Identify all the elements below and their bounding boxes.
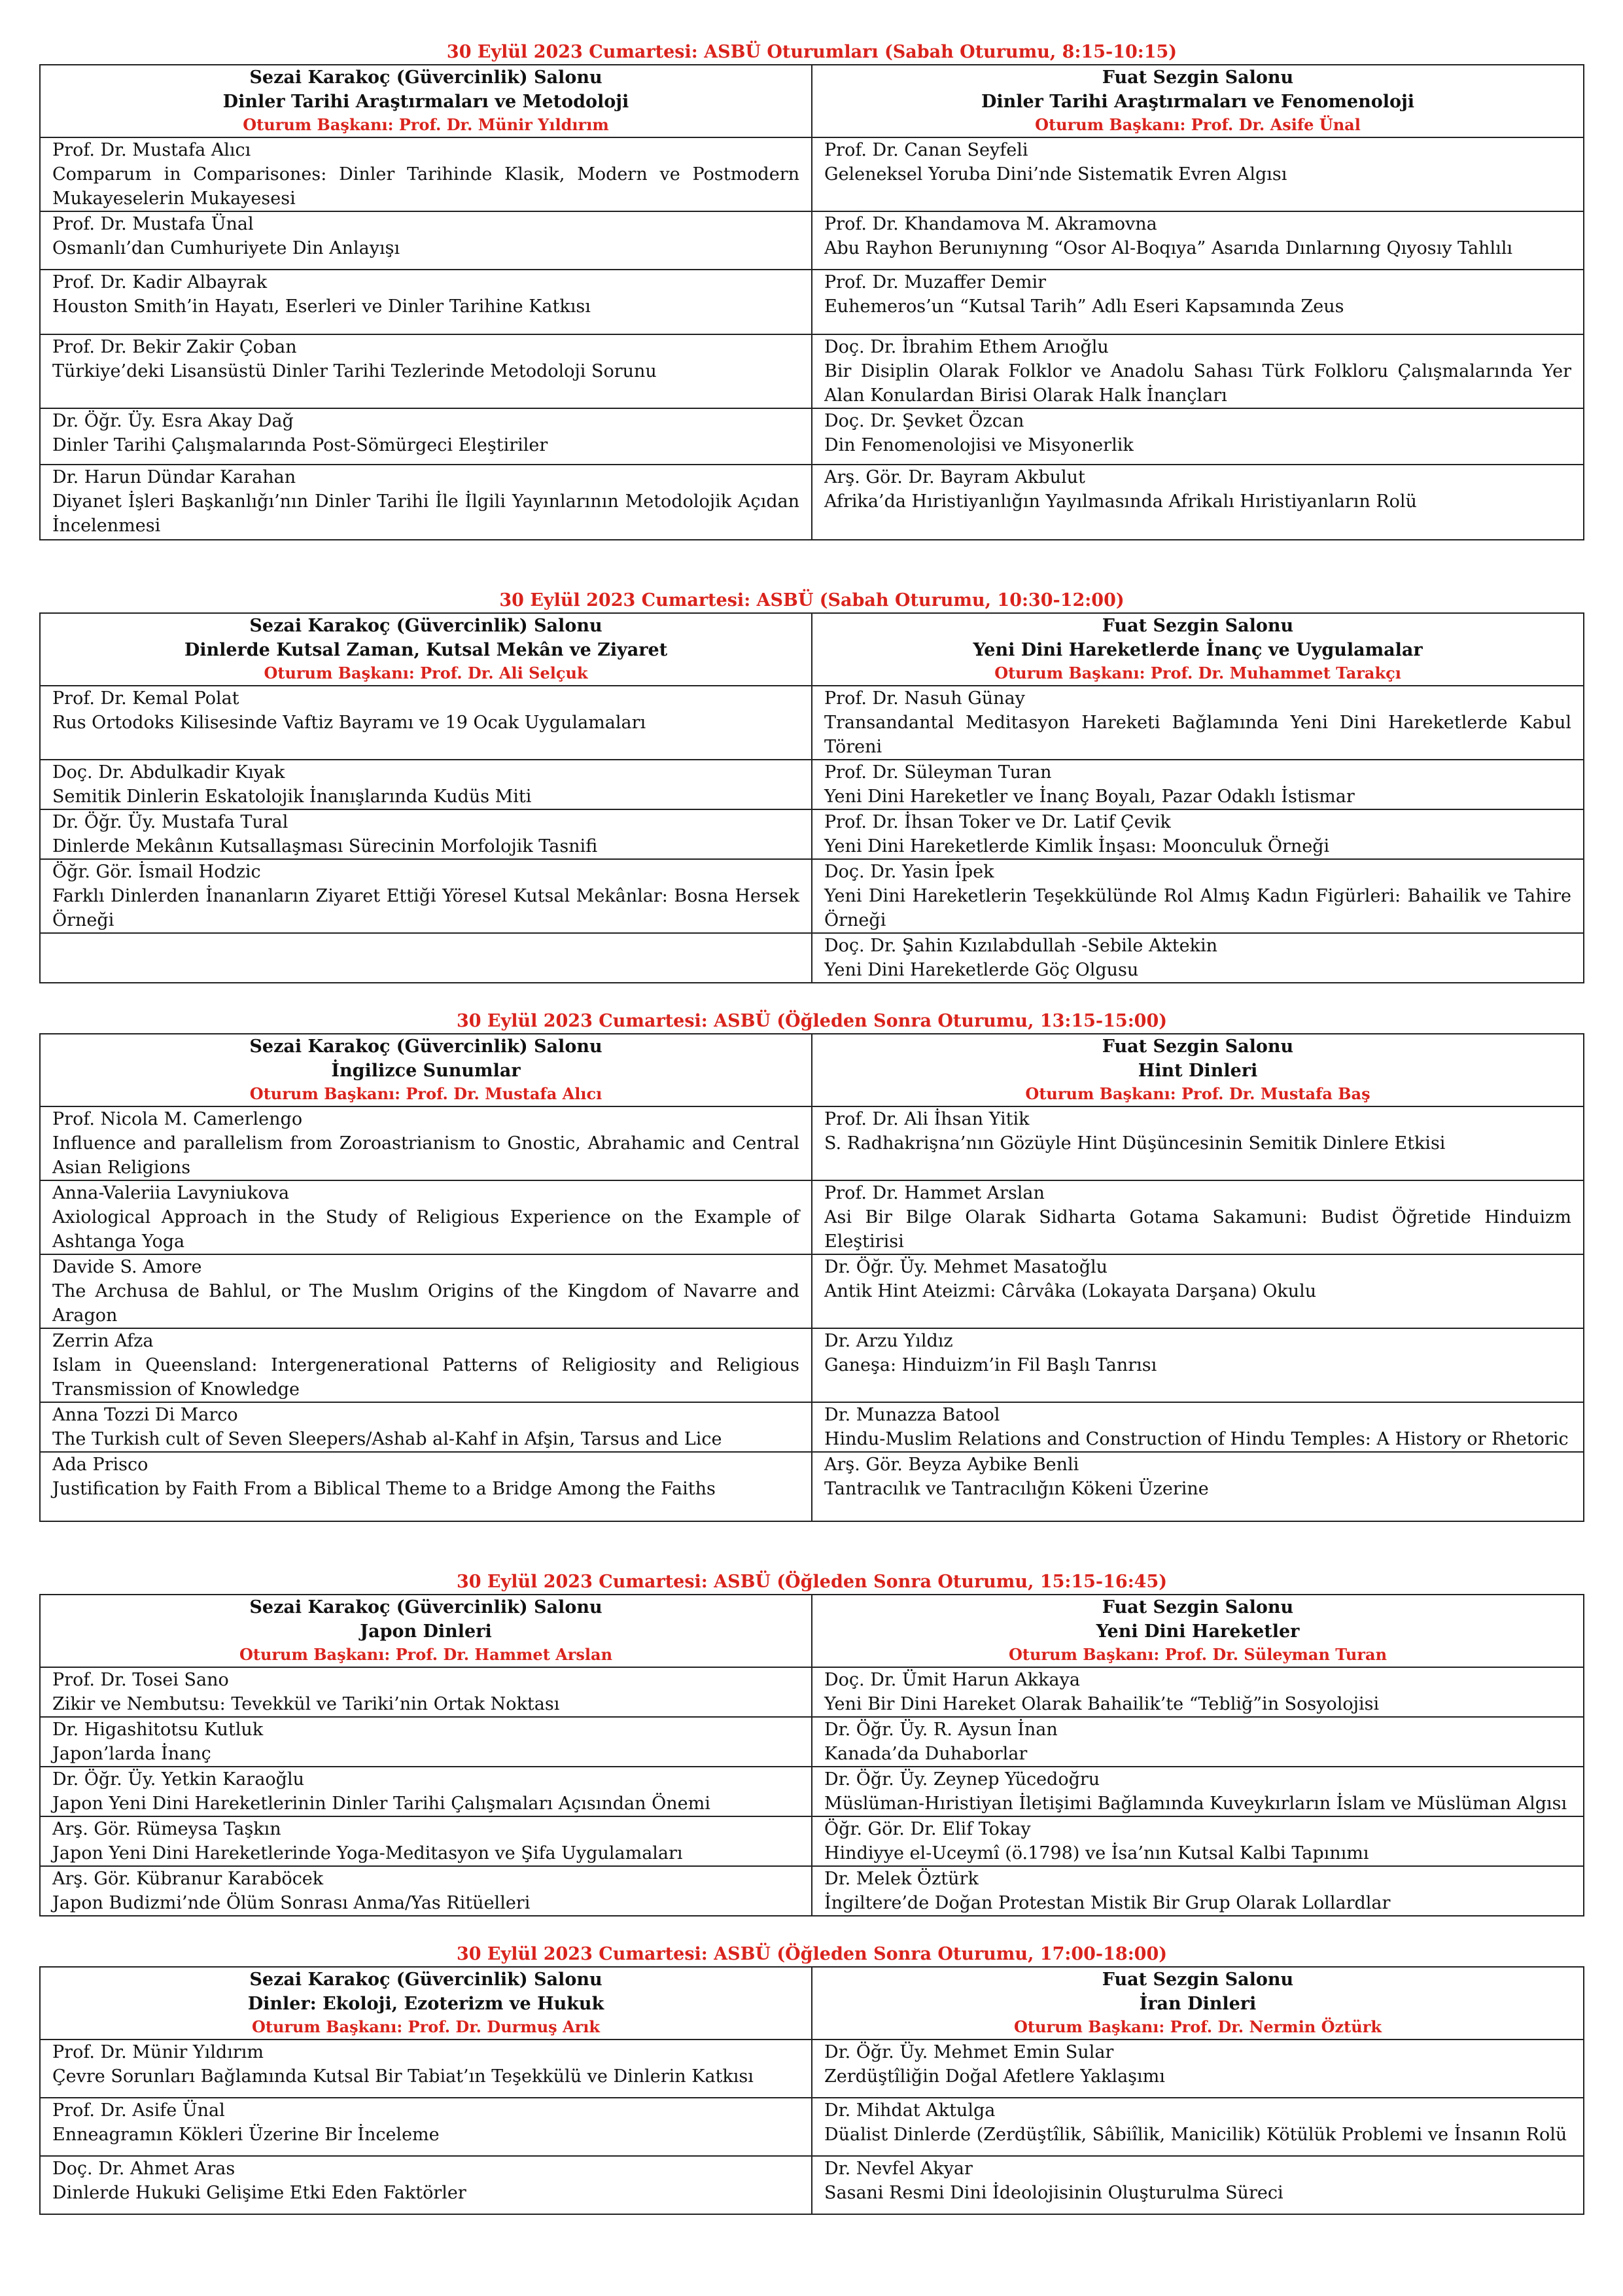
hall-topic: Hint Dinleri [1138, 1061, 1258, 1081]
talk-title: Antik Hint Ateizmi: Cârvâka (Lokayata Darşana) Okulu [824, 1281, 1317, 1301]
left-talk [40, 1866, 812, 1916]
talk-title: Japon’larda İnanç [52, 1744, 211, 1764]
left-talk [40, 809, 812, 859]
left-talk [40, 859, 812, 933]
talk-title: Zikir ve Nembutsu: Tevekkül ve Tariki’nin Ortak Noktası [52, 1694, 560, 1714]
session-3 [39, 1010, 1584, 1522]
right-talk [812, 1180, 1584, 1254]
hall-topic: İngilizce Sunumlar [331, 1061, 521, 1081]
speaker-name: Prof. Dr. Nasuh Günay [824, 688, 1025, 709]
talk-title: Transandantal Meditasyon Hareketi Bağlamında Yeni Dini Hareketlerde Kabul Töreni [824, 713, 1571, 757]
talk-row [40, 1816, 1584, 1866]
right-talk [812, 465, 1584, 540]
talk-row [40, 1452, 1584, 1521]
talk-title: Abu Rayhon Berunıynıng “Osor Al-Boqıya” Asarıda Dınlarnıng Qıyosıy Tahlılı [824, 238, 1512, 258]
session-title: 30 Eylül 2023 Cumartesi: ASBÜ (Sabah Oturumu, 10:30-12:00) [499, 590, 1125, 610]
speaker-name: Prof. Dr. Hammet Arslan [824, 1183, 1045, 1203]
talk-row [40, 137, 1584, 211]
left-talk [40, 334, 812, 408]
right-talk [812, 270, 1584, 334]
talk-title: Comparum in Comparisones: Dinler Tarihinde Klasik, Modern ve Postmodern Mukayeselerin Mukayesesi [52, 164, 799, 209]
talk-title: Ganeşa: Hinduizm’in Fil Başlı Tanrısı [824, 1355, 1157, 1375]
talk-row [40, 1328, 1584, 1402]
left-talk [40, 2098, 812, 2156]
speaker-name: Doç. Dr. Şahin Kızılabdullah -Sebile Aktekin [824, 936, 1218, 956]
session-chair: Oturum Başkanı: Prof. Dr. Ali Selçuk [264, 663, 588, 682]
session-chair: Oturum Başkanı: Prof. Dr. Münir Yıldırım [243, 115, 609, 134]
speaker-name: Prof. Dr. Asife Ünal [52, 2100, 225, 2121]
talk-row [40, 1254, 1584, 1328]
session-chair: Oturum Başkanı: Prof. Dr. Nermin Öztürk [1014, 2017, 1382, 2036]
talk-title: Türkiye’deki Lisansüstü Dinler Tarihi Tezlerinde Metodoloji Sorunu [52, 361, 657, 381]
talk-title: Dinler Tarihi Çalışmalarında Post-Sömürgeci Eleştiriler [52, 435, 548, 455]
talk-title: Japon Yeni Dini Hareketlerinin Dinler Tarihi Çalışmaları Açısından Önemi [52, 1793, 710, 1814]
session-chair: Oturum Başkanı: Prof. Dr. Durmuş Arık [251, 2017, 601, 2036]
right-talk [812, 1816, 1584, 1866]
left-talk [40, 2040, 812, 2098]
right-talk [812, 1667, 1584, 1717]
program-page [39, 41, 1584, 2215]
speaker-name: Prof. Dr. Ali İhsan Yitik [824, 1109, 1030, 1129]
talk-title: S. Radhakrişna’nın Gözüyle Hint Düşüncesinin Semitik Dinlere Etkisi [824, 1133, 1446, 1154]
hall-topic: Dinler Tarihi Araştırmaları ve Metodoloji [222, 92, 629, 112]
speaker-name: Prof. Dr. Tosei Sano [52, 1670, 229, 1690]
left-hall-header [40, 613, 812, 686]
talk-title: Yeni Dini Hareketlerde Kimlik İnşası: Moonculuk Örneği [824, 836, 1330, 857]
talk-row [40, 933, 1584, 983]
left-talk [40, 1717, 812, 1767]
talk-row [40, 334, 1584, 408]
left-talk [40, 465, 812, 540]
talk-row [40, 465, 1584, 540]
talk-title: Yeni Dini Hareketlerin Teşekkülünde Rol Almış Kadın Figürleri: Bahailik ve Tahire Örneği [824, 886, 1571, 930]
speaker-name: Arş. Gör. Beyza Aybike Benli [824, 1455, 1079, 1475]
talk-title: Enneagramın Kökleri Üzerine Bir İnceleme [52, 2125, 440, 2145]
speaker-name: Dr. Öğr. Üy. Esra Akay Dağ [52, 411, 294, 431]
talk-title: Euhemeros’un “Kutsal Tarih” Adlı Eseri Kapsamında Zeus [824, 296, 1344, 317]
hall-header-row [40, 65, 1584, 137]
speaker-name: Dr. Harun Dündar Karahan [52, 467, 296, 487]
talk-title: Zerdüştîliğin Doğal Afetlere Yaklaşımı [824, 2066, 1165, 2087]
talk-title: Afrika’da Hıristiyanlığın Yayılmasında Afrikalı Hıristiyanların Rolü [824, 491, 1417, 512]
talk-row [40, 211, 1584, 270]
right-talk [812, 686, 1584, 760]
talk-title: İngiltere’de Doğan Protestan Mistik Bir Grup Olarak Lollardlar [824, 1893, 1391, 1913]
talk-row [40, 1402, 1584, 1452]
talk-title: Rus Ortodoks Kilisesinde Vaftiz Bayramı ve 19 Ocak Uygulamaları [52, 713, 646, 733]
speaker-name: Dr. Öğr. Üy. Mehmet Emin Sular [824, 2042, 1114, 2062]
talk-title: Japon Yeni Dini Hareketlerinde Yoga-Meditasyon ve Şifa Uygulamaları [52, 1843, 683, 1863]
talk-row [40, 686, 1584, 760]
right-talk [812, 137, 1584, 211]
hall-header-row [40, 1967, 1584, 2040]
session-table [39, 1033, 1584, 1522]
hall-header-row [40, 613, 1584, 686]
talk-title: The Archusa de Bahlul, or The Muslım Origins of the Kingdom of Navarre and Aragon [52, 1281, 799, 1326]
talk-title: Yeni Dini Hareketler ve İnanç Boyalı, Pazar Odaklı İstismar [824, 786, 1355, 807]
talk-title: Hindu-Muslim Relations and Construction of Hindu Temples: A History or Rhetoric [824, 1429, 1569, 1449]
session-chair: Oturum Başkanı: Prof. Dr. Süleyman Turan [1008, 1645, 1387, 1664]
session-1 [39, 41, 1584, 540]
talk-row [40, 270, 1584, 334]
right-talk [812, 1717, 1584, 1767]
speaker-name: Dr. Öğr. Üy. Mustafa Tural [52, 812, 288, 832]
talk-title: Osmanlı’dan Cumhuriyete Din Anlayışı [52, 238, 400, 258]
session-title: 30 Eylül 2023 Cumartesi: ASBÜ (Öğleden Sonra Oturumu, 15:15-16:45) [456, 1572, 1168, 1592]
speaker-name: Dr. Arzu Yıldız [824, 1331, 953, 1351]
right-talk [812, 933, 1584, 983]
talk-title: Dinlerde Hukuki Gelişime Etki Eden Faktörler [52, 2183, 466, 2203]
speaker-name: Öğr. Gör. İsmail Hodzic [52, 862, 261, 882]
right-talk [812, 809, 1584, 859]
speaker-name: Dr. Higashitotsu Kutluk [52, 1720, 264, 1740]
hall-topic: Yeni Dini Hareketler [1096, 1621, 1300, 1642]
right-talk [812, 1402, 1584, 1452]
speaker-name: Arş. Gör. Dr. Bayram Akbulut [824, 467, 1085, 487]
talk-title: Asi Bir Bilge Olarak Sidharta Gotama Sakamuni: Budist Öğretide Hinduizm Eleştirisi [824, 1207, 1571, 1252]
hall-name: Sezai Karakoç (Güvercinlik) Salonu [249, 1597, 602, 1617]
hall-header-row [40, 1595, 1584, 1667]
session-table [39, 1966, 1584, 2215]
hall-topic: Dinlerde Kutsal Zaman, Kutsal Mekân ve Ziyaret [184, 640, 668, 660]
session-title: 30 Eylül 2023 Cumartesi: ASBÜ Oturumları (Sabah Oturumu, 8:15-10:15) [446, 42, 1178, 62]
right-talk [812, 760, 1584, 809]
hall-topic: Dinler Tarihi Araştırmaları ve Fenomenoloji [981, 92, 1415, 112]
speaker-name: Dr. Munazza Batool [824, 1405, 1000, 1425]
speaker-name: Doç. Dr. Ahmet Aras [52, 2159, 236, 2179]
left-talk [40, 686, 812, 760]
speaker-name: Anna Tozzi Di Marco [52, 1405, 238, 1425]
right-talk [812, 334, 1584, 408]
speaker-name: Dr. Nevfel Akyar [824, 2159, 973, 2179]
speaker-name: Dr. Melek Öztürk [824, 1869, 979, 1889]
speaker-name: Prof. Dr. Mustafa Alıcı [52, 140, 251, 160]
talk-row [40, 1667, 1584, 1717]
talk-title: Çevre Sorunları Bağlamında Kutsal Bir Tabiat’ın Teşekkülü ve Dinlerin Katkısı [52, 2066, 754, 2087]
talk-title: Axiological Approach in the Study of Religious Experience on the Example of Ashtanga Yoga [52, 1207, 799, 1252]
speaker-name: Anna-Valeriia Lavyniukova [52, 1183, 290, 1203]
right-talk [812, 1328, 1584, 1402]
talk-title: Sasani Resmi Dini İdeolojisinin Oluşturulma Süreci [824, 2183, 1283, 2203]
talk-row [40, 760, 1584, 809]
talk-row [40, 408, 1584, 465]
talk-title: Farklı Dinlerden İnananların Ziyaret Ettiği Yöresel Kutsal Mekânlar: Bosna Hersek Örneği [52, 886, 799, 930]
left-talk [40, 1667, 812, 1717]
session-chair: Oturum Başkanı: Prof. Dr. Asife Ünal [1035, 115, 1361, 134]
right-talk [812, 211, 1584, 270]
hall-name: Sezai Karakoç (Güvercinlik) Salonu [249, 1969, 602, 1990]
right-talk [812, 1254, 1584, 1328]
left-talk [40, 408, 812, 465]
hall-name: Fuat Sezgin Salonu [1102, 1969, 1294, 1990]
talk-row [40, 2156, 1584, 2214]
speaker-name: Doç. Dr. Yasin İpek [824, 862, 994, 882]
left-talk-empty [40, 933, 812, 983]
speaker-name: Prof. Nicola M. Camerlengo [52, 1109, 303, 1129]
talk-title: The Turkish cult of Seven Sleepers/Ashab al-Kahf in Afşin, Tarsus and Lice [52, 1429, 722, 1449]
hall-name: Sezai Karakoç (Güvercinlik) Salonu [249, 67, 602, 88]
speaker-name: Prof. Dr. Muzaffer Demir [824, 272, 1047, 292]
hall-name: Fuat Sezgin Salonu [1102, 1597, 1294, 1617]
speaker-name: Prof. Dr. Kemal Polat [52, 688, 239, 709]
right-talk [812, 859, 1584, 933]
talk-title: Justification by Faith From a Biblical Theme to a Bridge Among the Faiths [52, 1479, 716, 1499]
talk-title: Müslüman-Hıristiyan İletişimi Bağlamında Kuveykırların İslam ve Müslüman Algısı [824, 1793, 1567, 1814]
left-talk [40, 1254, 812, 1328]
talk-row [40, 1180, 1584, 1254]
talk-row [40, 809, 1584, 859]
speaker-name: Öğr. Gör. Dr. Elif Tokay [824, 1819, 1031, 1839]
talk-title: Geleneksel Yoruba Dini’nde Sistematik Evren Algısı [824, 164, 1287, 185]
speaker-name: Doç. Dr. Ümit Harun Akkaya [824, 1670, 1080, 1690]
talk-row [40, 2040, 1584, 2098]
speaker-name: Dr. Öğr. Üy. Zeynep Yücedoğru [824, 1769, 1100, 1790]
left-hall-header [40, 1595, 812, 1667]
speaker-name: Dr. Öğr. Üy. R. Aysun İnan [824, 1720, 1058, 1740]
left-hall-header [40, 1034, 812, 1106]
talk-title: Bir Disiplin Olarak Folklor ve Anadolu Sahası Türk Folkloru Çalışmalarında Yer Alan Konulardan Birisi Olarak Halk İnançları [824, 361, 1571, 406]
right-talk [812, 1767, 1584, 1816]
talk-row [40, 1106, 1584, 1180]
speaker-name: Prof. Dr. Münir Yıldırım [52, 2042, 264, 2062]
talk-title: Semitik Dinlerin Eskatolojik İnanışlarında Kudüs Miti [52, 786, 532, 807]
left-hall-header [40, 65, 812, 137]
speaker-name: Davide S. Amore [52, 1257, 202, 1277]
talk-title: Houston Smith’in Hayatı, Eserleri ve Dinler Tarihine Katkısı [52, 296, 591, 317]
left-talk [40, 1767, 812, 1816]
session-title: 30 Eylül 2023 Cumartesi: ASBÜ (Öğleden Sonra Oturumu, 13:15-15:00) [456, 1011, 1168, 1031]
talk-title: Influence and parallelism from Zoroastrianism to Gnostic, Abrahamic and Central Asian Religions [52, 1133, 799, 1178]
speaker-name: Dr. Mihdat Aktulga [824, 2100, 996, 2121]
hall-name: Fuat Sezgin Salonu [1102, 616, 1294, 636]
left-talk [40, 1816, 812, 1866]
talk-title: Din Fenomenolojisi ve Misyonerlik [824, 435, 1134, 455]
speaker-name: Arş. Gör. Kübranur Karaböcek [52, 1869, 324, 1889]
speaker-name: Prof. Dr. Mustafa Ünal [52, 214, 254, 234]
talk-row [40, 1767, 1584, 1816]
right-hall-header [812, 1595, 1584, 1667]
hall-topic: Yeni Dini Hareketlerde İnanç ve Uygulamalar [973, 640, 1423, 660]
left-talk [40, 1328, 812, 1402]
speaker-name: Doç. Dr. İbrahim Ethem Arıoğlu [824, 337, 1109, 357]
talk-title: Tantracılık ve Tantracılığın Kökeni Üzerine [824, 1479, 1209, 1499]
session-table [39, 1594, 1584, 1916]
speaker-name: Doç. Dr. Abdulkadir Kıyak [52, 762, 285, 783]
speaker-name: Prof. Dr. Kadir Albayrak [52, 272, 268, 292]
speaker-name: Prof. Dr. İhsan Toker ve Dr. Latif Çevik [824, 812, 1171, 832]
session-table [39, 612, 1584, 983]
hall-topic: İran Dinleri [1139, 1994, 1257, 2014]
speaker-name: Ada Prisco [52, 1455, 148, 1475]
talk-title: Japon Budizmi’nde Ölüm Sonrası Anma/Yas Ritüelleri [52, 1893, 531, 1913]
session-table [39, 64, 1584, 540]
right-hall-header [812, 1034, 1584, 1106]
hall-name: Fuat Sezgin Salonu [1102, 67, 1294, 88]
left-talk [40, 270, 812, 334]
right-hall-header [812, 65, 1584, 137]
speaker-name: Doç. Dr. Şevket Özcan [824, 411, 1024, 431]
talk-title: Diyanet İşleri Başkanlığı’nın Dinler Tarihi İle İlgili Yayınlarının Metodolojik Açıdan İncelenmesi [52, 491, 799, 536]
left-hall-header [40, 1967, 812, 2040]
session-chair: Oturum Başkanı: Prof. Dr. Mustafa Baş [1025, 1084, 1370, 1103]
left-talk [40, 1180, 812, 1254]
right-talk [812, 1866, 1584, 1916]
speaker-name: Dr. Öğr. Üy. Mehmet Masatoğlu [824, 1257, 1108, 1277]
talk-row [40, 2098, 1584, 2156]
talk-title: Kanada’da Duhaborlar [824, 1744, 1028, 1764]
hall-header-row [40, 1034, 1584, 1106]
right-talk [812, 1452, 1584, 1521]
session-title: 30 Eylül 2023 Cumartesi: ASBÜ (Öğleden Sonra Oturumu, 17:00-18:00) [456, 1944, 1168, 1964]
hall-name: Sezai Karakoç (Güvercinlik) Salonu [249, 616, 602, 636]
speaker-name: Zerrin Afza [52, 1331, 154, 1351]
left-talk [40, 2156, 812, 2214]
speaker-name: Dr. Öğr. Üy. Yetkin Karaoğlu [52, 1769, 304, 1790]
session-2 [39, 589, 1584, 983]
talk-title: Yeni Bir Dini Hareket Olarak Bahailik’te “Tebliğ”in Sosyolojisi [824, 1694, 1380, 1714]
session-chair: Oturum Başkanı: Prof. Dr. Mustafa Alıcı [249, 1084, 602, 1103]
talk-title: Dinlerde Mekânın Kutsallaşması Sürecinin Morfolojik Tasnifi [52, 836, 598, 857]
hall-name: Sezai Karakoç (Güvercinlik) Salonu [249, 1036, 602, 1057]
right-talk [812, 408, 1584, 465]
left-talk [40, 1106, 812, 1180]
right-talk [812, 2098, 1584, 2156]
talk-title: Hindiyye el-Uceymî (ö.1798) ve İsa’nın Kutsal Kalbi Tapınımı [824, 1843, 1369, 1863]
hall-topic: Dinler: Ekoloji, Ezoterizm ve Hukuk [247, 1994, 604, 2014]
talk-row [40, 1866, 1584, 1916]
session-5 [39, 1943, 1584, 2215]
right-hall-header [812, 1967, 1584, 2040]
speaker-name: Prof. Dr. Canan Seyfeli [824, 140, 1028, 160]
speaker-name: Arş. Gör. Rümeysa Taşkın [52, 1819, 281, 1839]
right-talk [812, 2156, 1584, 2214]
talk-title: Yeni Dini Hareketlerde Göç Olgusu [824, 960, 1139, 980]
talk-row [40, 859, 1584, 933]
session-4 [39, 1570, 1584, 1916]
session-chair: Oturum Başkanı: Prof. Dr. Muhammet Tarakçı [994, 663, 1401, 682]
right-talk [812, 2040, 1584, 2098]
left-talk [40, 1452, 812, 1521]
speaker-name: Prof. Dr. Bekir Zakir Çoban [52, 337, 297, 357]
left-talk [40, 1402, 812, 1452]
left-talk [40, 211, 812, 270]
speaker-name: Prof. Dr. Süleyman Turan [824, 762, 1052, 783]
hall-topic: Japon Dinleri [360, 1621, 492, 1642]
talk-title: Islam in Queensland: Intergenerational Patterns of Religiosity and Religious Transmission of Knowledge [52, 1355, 799, 1400]
speaker-name: Prof. Dr. Khandamova M. Akramovna [824, 214, 1157, 234]
right-hall-header [812, 613, 1584, 686]
session-chair: Oturum Başkanı: Prof. Dr. Hammet Arslan [239, 1645, 613, 1664]
left-talk [40, 137, 812, 211]
talk-row [40, 1717, 1584, 1767]
right-talk [812, 1106, 1584, 1180]
hall-name: Fuat Sezgin Salonu [1102, 1036, 1294, 1057]
left-talk [40, 760, 812, 809]
talk-title: Düalist Dinlerde (Zerdüştîlik, Sâbiîlik, Manicilik) Kötülük Problemi ve İnsanın Rolü [824, 2125, 1567, 2145]
